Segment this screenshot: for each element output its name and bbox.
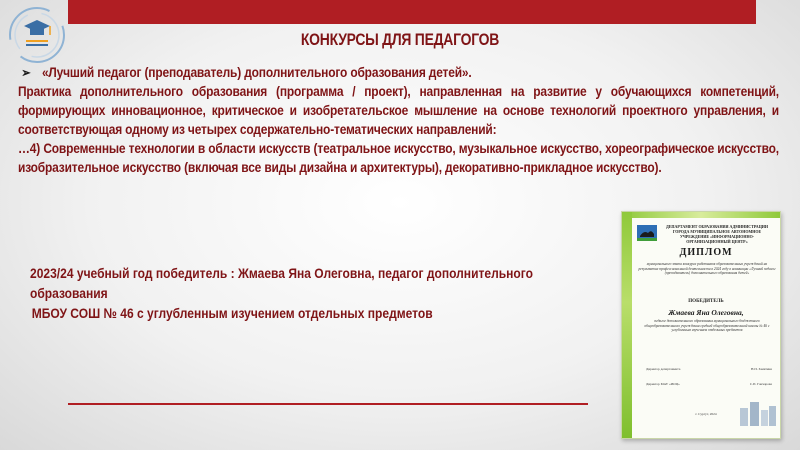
diploma-name: Жмаева Яна Олеговна, xyxy=(668,308,744,317)
bottom-divider xyxy=(68,403,588,405)
top-accent-bar xyxy=(68,0,756,24)
diploma-signer-2-name: С.П. Гончарова xyxy=(749,382,772,386)
diploma-signer-1-name: Н.П. Замятина xyxy=(751,367,772,371)
diploma-description: муниципального этапа конкурса работников образовательных учреждений на результатах профессиональной деятельности в 2024 году в номинации «Лучший педагог (преподаватель) дополнительного образования детей» xyxy=(638,262,776,276)
winner-block xyxy=(30,263,546,323)
diploma-department: ДЕПАРТАМЕНТ ОБРАЗОВАНИЯ АДМИНИСТРАЦИИ ГОРОДА МУНИЦИПАЛЬНОЕ АВТОНОМНОЕ УЧРЕЖДЕНИЕ «ИНФОРМАЦИОННО-ОРГАНИЗАЦИОННЫЙ ЦЕНТР» xyxy=(665,224,769,244)
coat-of-arms-icon xyxy=(636,224,658,242)
winner-line-2: МБОУ СОШ № 46 с углубленным изучением отдельных предметов xyxy=(31,305,433,321)
arrow-bullet-icon: ➢ xyxy=(21,65,31,80)
page-title: КОНКУРСЫ ДЛЯ ПЕДАГОГОВ xyxy=(300,30,500,49)
graduation-cap-logo-icon xyxy=(6,4,68,66)
direction-paragraph: …4) Современные технологии в области искусств (театральное искусство, музыкальное искусство, хореографическое искусство, изобразительное искусство (включая все виды дизайна и архитектуры), декоративно-прикладное искусство). xyxy=(18,140,779,175)
diploma-title: ДИПЛОМ xyxy=(679,247,733,258)
diploma-image xyxy=(621,211,781,439)
nomination-bullet xyxy=(21,63,779,82)
nomination-text: «Лучший педагог (преподаватель) дополнительного образования детей». xyxy=(41,64,472,80)
diploma-signer-2-role: Директор МАУ «ИОЦ» xyxy=(646,382,680,386)
content-block xyxy=(18,63,779,177)
diploma-city: г. Сургут, 2024 xyxy=(695,412,717,416)
winner-line-1: 2023/24 учебный год победитель : Жмаева Яна Олеговна, педагог дополнительного образования xyxy=(30,265,533,301)
diploma-border-left xyxy=(622,212,632,438)
diploma-winner-label: ПОБЕДИТЕЛЬ xyxy=(688,299,724,304)
diploma-position: педагог дополнительного образования муниципального бюджетного общеобразовательного учреждения средней общеобразовательной школы № 46 с углубленным изучением отдельных предметов xyxy=(644,319,770,333)
diploma-signer-1 xyxy=(646,367,772,371)
diploma-border-top xyxy=(622,212,780,218)
diploma-signer-1-role: Директор департамента xyxy=(646,367,681,371)
diploma-signer-2 xyxy=(646,382,772,386)
description-paragraph: Практика дополнительного образования (программа / проект), направленная на развитие у обучающихся компетенций, формирующих инновационное, критическое и изобретательское мышление на основе технологий проектного управления, и соответствующая одному из четырех содержательно-тематических направлений: xyxy=(18,83,779,137)
logo xyxy=(6,4,68,66)
